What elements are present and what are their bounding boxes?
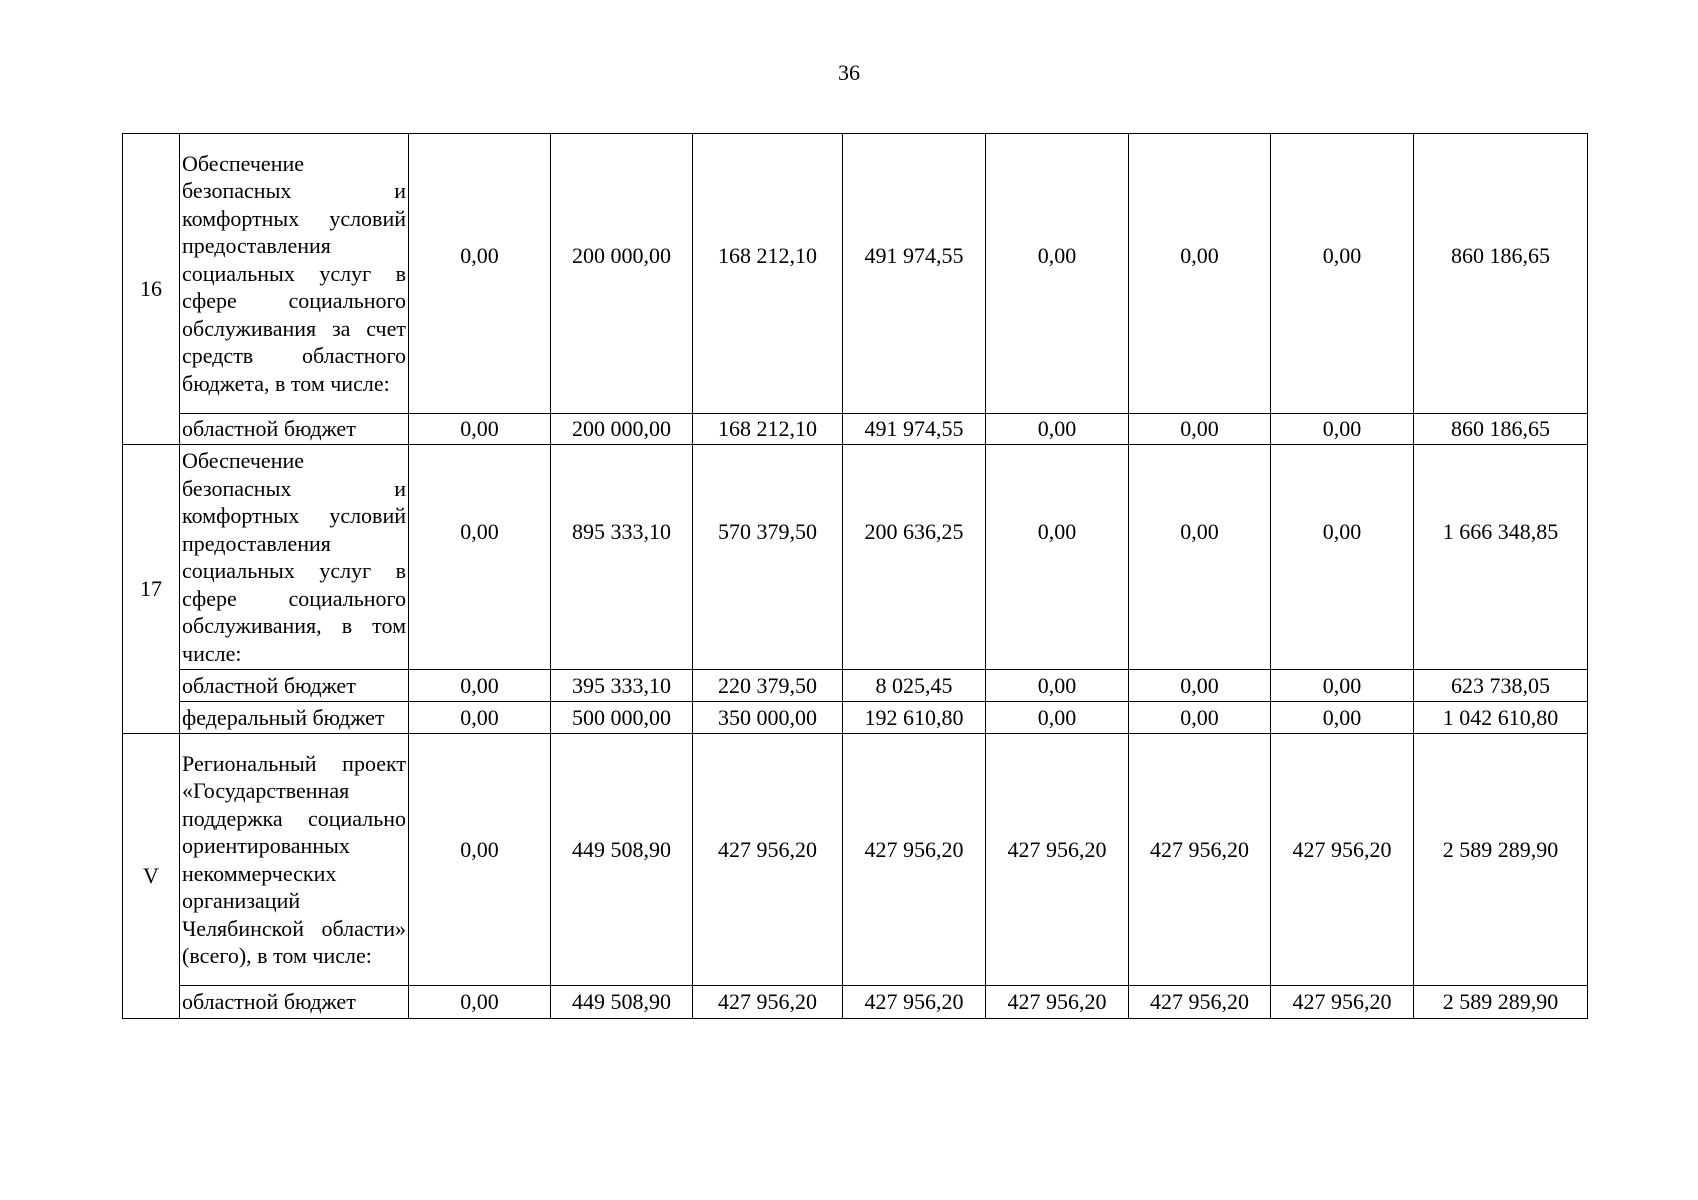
row-name: Обеспечение безопасных и комфортных условий предоставления социальных услуг в сфере социального обслуживания за счет средств областного бюджета, в том числе: <box>180 134 409 414</box>
value-cell: 0,00 <box>409 445 551 670</box>
value-cell: 0,00 <box>986 670 1129 702</box>
value-cell: 0,00 <box>1271 702 1414 734</box>
value-cell: 0,00 <box>986 445 1129 670</box>
value-cell: 8 025,45 <box>843 670 986 702</box>
row-name: Обеспечение безопасных и комфортных условий предоставления социальных услуг в сфере социального обслуживания, в том числе: <box>180 445 409 670</box>
row-number: V <box>123 734 180 1019</box>
value-cell: 0,00 <box>986 134 1129 414</box>
table-subrow <box>123 702 1588 734</box>
value-cell: 350 000,00 <box>693 702 843 734</box>
row-name: областной бюджет <box>180 986 409 1019</box>
table-subrow <box>123 986 1588 1019</box>
value-cell: 427 956,20 <box>1129 734 1271 986</box>
value-cell: 2 589 289,90 <box>1414 734 1588 986</box>
value-cell: 0,00 <box>1271 134 1414 414</box>
value-cell: 0,00 <box>1129 134 1271 414</box>
value-cell: 1 666 348,85 <box>1414 445 1588 670</box>
value-cell: 0,00 <box>409 986 551 1019</box>
value-cell: 395 333,10 <box>551 670 693 702</box>
value-cell: 1 042 610,80 <box>1414 702 1588 734</box>
row-number: 17 <box>123 445 180 734</box>
row-name: областной бюджет <box>180 670 409 702</box>
table-row <box>123 134 1588 414</box>
value-cell: 427 956,20 <box>1129 986 1271 1019</box>
value-cell: 895 333,10 <box>551 445 693 670</box>
value-cell: 491 974,55 <box>843 134 986 414</box>
value-cell: 0,00 <box>1271 445 1414 670</box>
value-cell: 0,00 <box>409 734 551 986</box>
value-cell: 427 956,20 <box>1271 986 1414 1019</box>
value-cell: 168 212,10 <box>693 414 843 445</box>
value-cell: 0,00 <box>986 702 1129 734</box>
value-cell: 0,00 <box>986 414 1129 445</box>
row-name: Региональный проект «Государственная поддержка социально ориентированных некоммерческих организаций Челябинской области» (всего), в том числе: <box>180 734 409 986</box>
table-subrow <box>123 670 1588 702</box>
page-number: 36 <box>838 60 860 85</box>
value-cell: 0,00 <box>409 670 551 702</box>
table-row <box>123 734 1588 986</box>
value-cell: 0,00 <box>1129 414 1271 445</box>
value-cell: 0,00 <box>1271 670 1414 702</box>
budget-table <box>122 133 1588 1019</box>
value-cell: 168 212,10 <box>693 134 843 414</box>
value-cell: 427 956,20 <box>986 986 1129 1019</box>
value-cell: 0,00 <box>1129 445 1271 670</box>
value-cell: 860 186,65 <box>1414 134 1588 414</box>
value-cell: 427 956,20 <box>693 986 843 1019</box>
value-cell: 427 956,20 <box>843 734 986 986</box>
value-cell: 449 508,90 <box>551 986 693 1019</box>
value-cell: 0,00 <box>1129 702 1271 734</box>
value-cell: 427 956,20 <box>986 734 1129 986</box>
row-name: областной бюджет <box>180 414 409 445</box>
value-cell: 0,00 <box>409 134 551 414</box>
value-cell: 220 379,50 <box>693 670 843 702</box>
value-cell: 200 636,25 <box>843 445 986 670</box>
table-row <box>123 445 1588 670</box>
value-cell: 427 956,20 <box>843 986 986 1019</box>
value-cell: 0,00 <box>409 702 551 734</box>
value-cell: 623 738,05 <box>1414 670 1588 702</box>
value-cell: 570 379,50 <box>693 445 843 670</box>
value-cell: 0,00 <box>1271 414 1414 445</box>
value-cell: 491 974,55 <box>843 414 986 445</box>
value-cell: 449 508,90 <box>551 734 693 986</box>
table-subrow <box>123 414 1588 445</box>
value-cell: 427 956,20 <box>1271 734 1414 986</box>
value-cell: 500 000,00 <box>551 702 693 734</box>
row-name: федеральный бюджет <box>180 702 409 734</box>
value-cell: 860 186,65 <box>1414 414 1588 445</box>
value-cell: 0,00 <box>1129 670 1271 702</box>
value-cell: 200 000,00 <box>551 414 693 445</box>
row-number: 16 <box>123 134 180 445</box>
value-cell: 192 610,80 <box>843 702 986 734</box>
value-cell: 200 000,00 <box>551 134 693 414</box>
value-cell: 2 589 289,90 <box>1414 986 1588 1019</box>
value-cell: 427 956,20 <box>693 734 843 986</box>
value-cell: 0,00 <box>409 414 551 445</box>
